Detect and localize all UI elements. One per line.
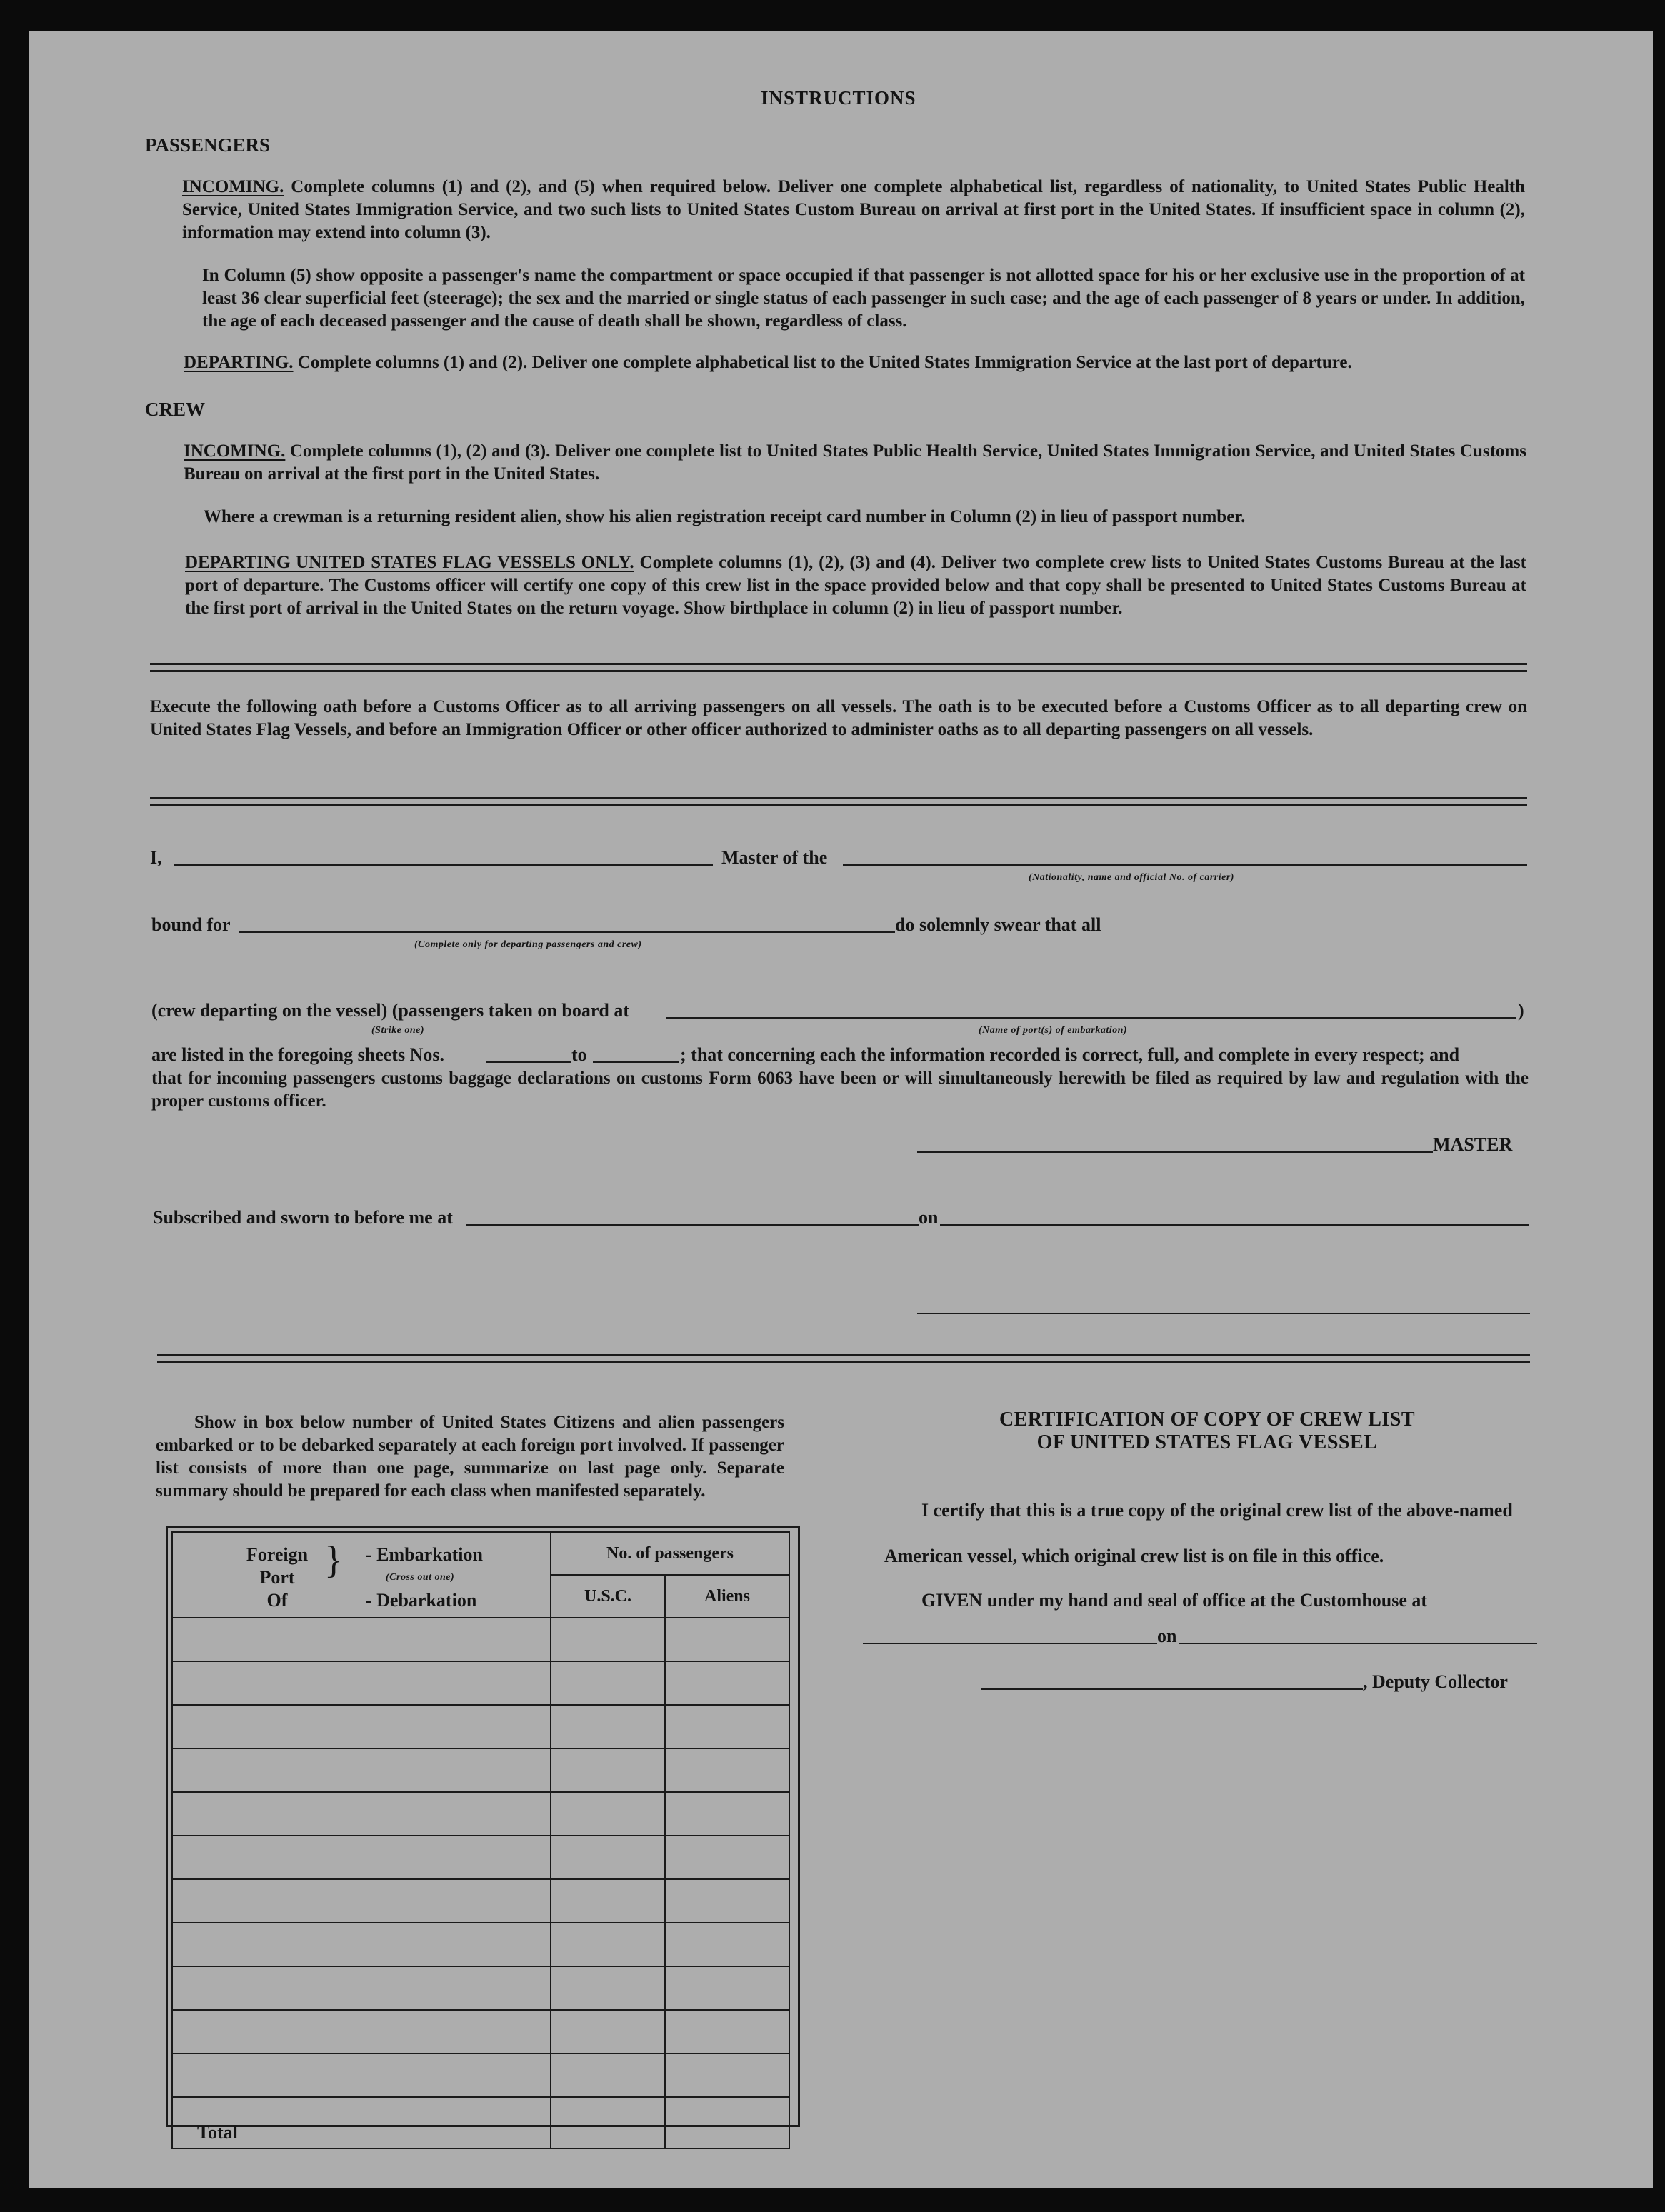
sheet-from-field[interactable] xyxy=(486,1061,571,1063)
divider-3 xyxy=(157,1354,1530,1363)
total-row xyxy=(172,2097,789,2148)
page-title: INSTRUCTIONS xyxy=(761,87,916,109)
master-of-label: Master of the xyxy=(721,847,828,868)
certification-on-label: on xyxy=(1157,1626,1177,1646)
divider-2 xyxy=(150,797,1527,806)
passengers-incoming-paragraph xyxy=(182,176,1525,244)
crew-departing-label: DEPARTING UNITED STATES FLAG VESSELS ONLY. xyxy=(185,553,634,572)
foreign-label: Foreign xyxy=(246,1544,309,1565)
debarkation-label: - Debarkation xyxy=(366,1590,477,1611)
to-label: to xyxy=(571,1044,587,1065)
foreign-port-header: Foreign Port Of } - Embarkation (Cross out one) - Debarkation xyxy=(172,1532,551,1618)
subscribed-label: Subscribed and sworn to before me at xyxy=(153,1207,453,1228)
master-label: MASTER xyxy=(1433,1134,1513,1155)
sworn-at-field[interactable] xyxy=(466,1224,919,1226)
certification-date-field[interactable] xyxy=(1179,1643,1537,1644)
table-row xyxy=(172,1879,789,1923)
crew-incoming-label: INCOMING. xyxy=(184,441,286,461)
carrier-field[interactable] xyxy=(843,864,1527,866)
port-label: Port xyxy=(259,1567,295,1588)
listed-text-continued: that for incoming passengers customs baggage declarations on customs Form 6063 have been or will simultaneously herewith be filed as required by law and regulation with the proper customs officer. xyxy=(151,1069,1529,1111)
embarkation-port-field[interactable] xyxy=(666,1017,1516,1019)
divider-1 xyxy=(150,663,1527,672)
strike-caption: (Strike one) xyxy=(371,1025,425,1036)
table-row xyxy=(172,2010,789,2053)
summary-table xyxy=(171,1531,790,2149)
master-name-field[interactable] xyxy=(174,864,713,866)
aliens-header: Aliens xyxy=(665,1575,789,1618)
certification-text-1: I certify that this is a true copy of the original crew list of the above-named xyxy=(921,1500,1513,1521)
summary-instructions: Show in box below number of United States Citizens and alien passengers embarked or to be debarked separately at each foreign port involved. If passenger list consists of more than one page, summarize on last page only. Separate summary should be prepared for each class when manifested separately. xyxy=(156,1413,784,1501)
table-row xyxy=(172,1923,789,1966)
sworn-on-label: on xyxy=(919,1207,939,1228)
cross-out-caption: (Cross out one) xyxy=(386,1572,455,1583)
oath-i-label: I, xyxy=(150,847,162,868)
certification-title-2: OF UNITED STATES FLAG VESSEL xyxy=(1036,1431,1378,1453)
of-label: Of xyxy=(266,1590,288,1611)
form-page xyxy=(29,31,1653,2188)
table-row xyxy=(172,1966,789,2010)
passengers-departing-paragraph xyxy=(184,351,1526,374)
passengers-incoming-text: Complete columns (1) and (2), and (5) when required below. Deliver one complete alphabetical list, regardless of nationality, to United States Public Health Service, United States Immigration Service, and two such lists to United States Custom Bureau on arrival at first port in the United States. If insufficient space in column (2), information may extend into column (3). xyxy=(182,177,1525,242)
table-row xyxy=(172,1748,789,1792)
passengers-incoming-label: INCOMING. xyxy=(182,177,284,196)
close-paren: ) xyxy=(1518,1000,1524,1021)
port-caption: (Name of port(s) of embarkation) xyxy=(979,1025,1128,1036)
deputy-collector-label: , Deputy Collector xyxy=(1363,1671,1508,1692)
crew-incoming-paragraph xyxy=(184,440,1526,486)
oath-intro-paragraph: Execute the following oath before a Customs Officer as to all arriving passengers on all vessels. The oath is to be executed before a Customs Officer as to all departing crew on United States Flag Vessels, and before an Immigration Officer or other officer authorized to administer oaths as to all departing passengers on all vessels. xyxy=(150,697,1527,739)
crew-departing-paragraph xyxy=(185,551,1526,620)
passengers-count-header: No. of passengers xyxy=(551,1532,789,1575)
passengers-departing-label: DEPARTING. xyxy=(184,353,294,372)
certification-text-2: American vessel, which original crew list is on file in this office. xyxy=(884,1546,1384,1566)
customhouse-field[interactable] xyxy=(863,1643,1157,1644)
certification-text-3: GIVEN under my hand and seal of office at the Customhouse at xyxy=(921,1590,1428,1611)
sheet-to-field[interactable] xyxy=(593,1061,679,1063)
crew-heading: CREW xyxy=(145,399,206,420)
crew-departing-text: Complete columns (1), (2), (3) and (4). Deliver two complete crew lists to United States Customs Bureau at the last port of departure. The Customs officer will certify one copy of this crew list in the space provided below and that copy shall be presented to United States Customs Bureau at the first port of arrival in the United States on the return voyage. Show birthplace in column (2) in lieu of passport number. xyxy=(185,553,1526,618)
passengers-heading: PASSENGERS xyxy=(145,134,271,156)
passengers-column5-paragraph: In Column (5) show opposite a passenger's name the compartment or space occupied if that passenger is not allotted space for his or her exclusive use in the proportion of at least 36 clear superficial feet (steerage); the sex and the married or single status of each passenger in such case; and the age of each passenger of 8 years or under. In addition, the age of each deceased passenger and the cause of death shall be shown, regardless of class. xyxy=(202,266,1525,331)
master-signature-field[interactable] xyxy=(917,1151,1433,1153)
officer-signature-field[interactable] xyxy=(917,1313,1530,1314)
total-label: Total xyxy=(172,2097,551,2148)
table-row xyxy=(172,1661,789,1705)
table-row xyxy=(172,1792,789,1836)
crew-incoming-text: Complete columns (1), (2) and (3). Deliver one complete list to United States Public Health Service, United States Immigration Service, and United States Customs Bureau on arrival at the first port in the United States. xyxy=(184,441,1526,484)
crew-alien-paragraph: Where a crewman is a returning resident alien, show his alien registration receipt card number in Column (2) in lieu of passport number. xyxy=(204,507,1246,526)
passengers-departing-text: Complete columns (1) and (2). Deliver one complete alphabetical list to the United States Immigration Service at the last port of departure. xyxy=(293,353,1352,372)
listed-label: are listed in the foregoing sheets Nos. xyxy=(151,1044,444,1065)
table-row xyxy=(172,1836,789,1879)
certification-title-1: CERTIFICATION OF COPY OF CREW LIST xyxy=(999,1408,1416,1431)
usc-header: U.S.C. xyxy=(551,1575,665,1618)
listed-text: ; that concerning each the information recorded is correct, full, and complete in every respect; and xyxy=(680,1044,1460,1065)
table-row xyxy=(172,1618,789,1661)
embarkation-label: - Embarkation xyxy=(366,1544,483,1565)
bound-for-field[interactable] xyxy=(239,931,895,933)
crew-passengers-label: (crew departing on the vessel) (passengers taken on board at xyxy=(151,1000,629,1021)
bound-for-label: bound for xyxy=(151,914,231,935)
deputy-signature-field[interactable] xyxy=(981,1688,1363,1690)
sworn-on-field[interactable] xyxy=(940,1224,1529,1226)
carrier-caption: (Nationality, name and official No. of carrier) xyxy=(1029,872,1234,883)
table-row xyxy=(172,2053,789,2097)
bound-for-caption: (Complete only for departing passengers and crew) xyxy=(414,939,642,950)
swear-label: do solemnly swear that all xyxy=(895,914,1101,935)
table-row xyxy=(172,1705,789,1748)
